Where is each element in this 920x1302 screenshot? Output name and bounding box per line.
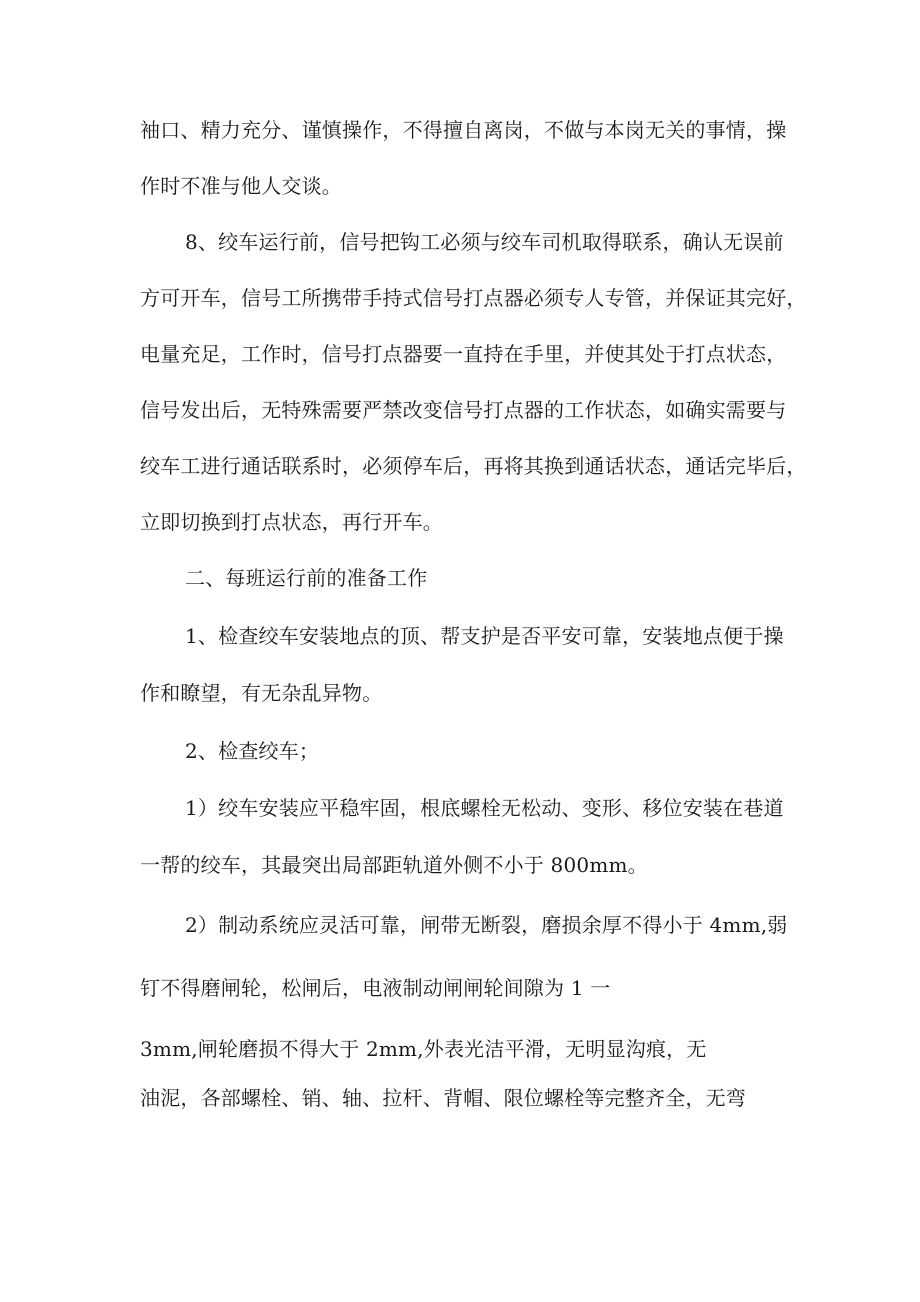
text-line: 8、绞车运行前，信号把钩工必须与绞车司机取得联系，确认无误前: [185, 230, 784, 254]
text-line: 绞车工进行通话联系时，必须停车后，再将其换到通话状态，通话完毕后，: [140, 454, 807, 478]
section-heading: 二、每班运行前的准备工作: [185, 566, 428, 590]
text-line: 油泥，各部螺栓、销、轴、拉杆、背帽、限位螺栓等完整齐全，无弯: [140, 1086, 746, 1110]
text-line: 1）绞车安装应平稳牢固，根底螺栓无松动、变形、移位安装在巷道: [185, 796, 784, 820]
text-line: 作和瞭望，有无杂乱异物。: [140, 681, 383, 705]
text-line: 方可开车，信号工所携带手持式信号打点器必须专人专管，并保证其完好，: [140, 286, 807, 310]
text-line: 作时不准与他人交谈。: [140, 174, 342, 198]
text-line: 钉不得磨闸轮，松闸后，电液制动闸闸轮间隙为 1 一: [140, 976, 611, 1000]
text-line: 一帮的绞车，其最突出局部距轨道外侧不小于 800mm。: [140, 853, 648, 877]
text-line: 1、检查绞车安装地点的顶、帮支护是否平安可靠，安装地点便于操: [185, 624, 784, 648]
text-line: 信号发出后，无特殊需要严禁改变信号打点器的工作状态，如确实需要与: [140, 398, 787, 422]
text-line: 袖口、精力充分、谨慎操作，不得擅自离岗，不做与本岗无关的事情，操: [140, 118, 787, 142]
text-line: 3mm,闸轮磨损不得大于 2mm,外表光洁平滑，无明显沟痕，无: [140, 1037, 707, 1061]
text-line: 2、检查绞车；: [185, 739, 320, 763]
text-line: 立即切换到打点状态，再行开车。: [140, 510, 443, 534]
text-line: 电量充足，工作时，信号打点器要一直持在手里，并使其处于打点状态，: [140, 342, 787, 366]
text-line: 2）制动系统应灵活可靠，闸带无断裂，磨损余厚不得小于 4mm,弱: [185, 913, 788, 937]
